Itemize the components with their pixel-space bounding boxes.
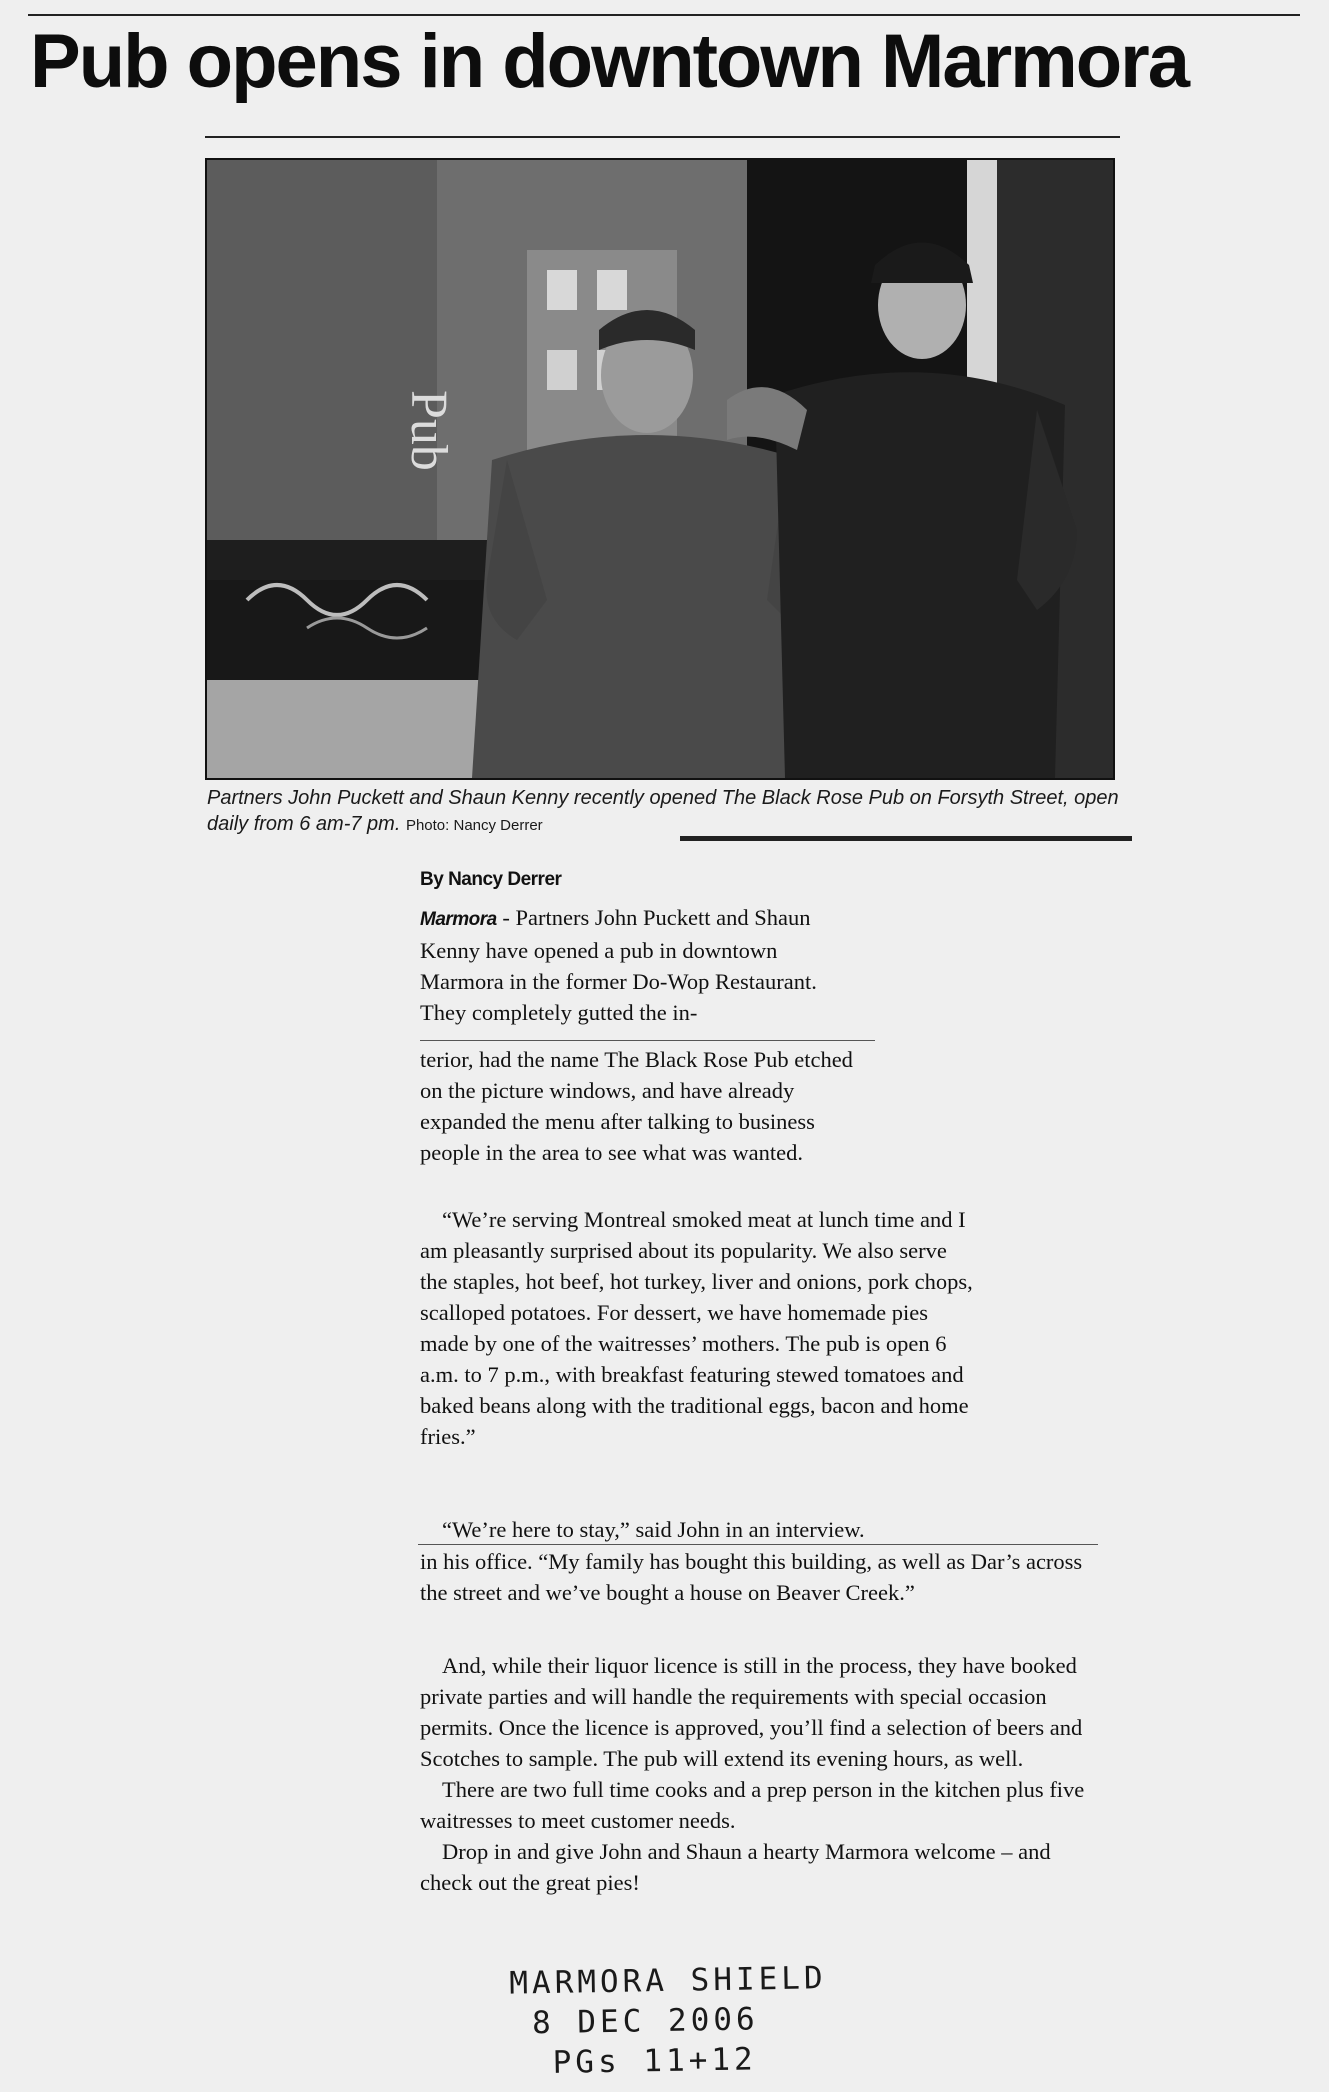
- column-rule: [418, 1544, 1098, 1545]
- handwritten-note: [509, 1956, 931, 2083]
- article-paragraph: And, while their liquor licence is still in the process, they have booked private parties and will handle the requirements with special occasion permits. Once the licence is approved, you’ll find a selection of beers and Scotches to sample. The pub will extend its evening hours, as well.: [420, 1653, 1083, 1771]
- headline-rule: [205, 136, 1120, 138]
- note-line: 8 DEC 2006: [531, 2001, 759, 2042]
- byline: By Nancy Derrer: [420, 869, 562, 890]
- article-paragraph: in his office. “My family has bought this building, as well as Dar’s across the street and we’ve bought a house on Beaver Creek.”: [420, 1549, 1083, 1605]
- photo-caption: [207, 785, 1127, 839]
- article-paragraph: “We’re here to stay,” said John in an interview.: [442, 1517, 865, 1542]
- column-rule: [420, 1040, 875, 1041]
- article-paragraph: [420, 902, 860, 1028]
- caption-text: Partners John Puckett and Shaun Kenny recently opened The Black Rose Pub on Forsyth Street, open daily from 6 am-7 pm.: [207, 787, 1119, 835]
- article-paragraph: Drop in and give John and Shaun a hearty Marmora welcome – and check out the great pies!: [420, 1839, 1051, 1895]
- article-paragraph: There are two full time cooks and a prep person in the kitchen plus five waitresses to meet customer needs.: [420, 1777, 1085, 1833]
- photo-credit: Photo: Nancy Derrer: [405, 817, 543, 834]
- article-photo: [205, 158, 1115, 780]
- article-body-continued: [420, 1650, 1092, 1898]
- note-line: PGs 11+12: [552, 2041, 757, 2081]
- window-lettering: Pub: [400, 390, 457, 471]
- dateline: Marmora: [420, 909, 497, 930]
- note-line: MARMORA SHIELD: [509, 1960, 827, 2002]
- article-paragraph: terior, had the name The Black Rose Pub etched on the picture windows, and have already expanded the menu after talking to business people in the area to see what was wanted.: [420, 1047, 853, 1165]
- article-paragraph: “We’re serving Montreal smoked meat at lunch time and I am pleasantly surprised about its popularity. We also serve the staples, hot beef, hot turkey, liver and onions, pork chops, scalloped potatoes. For dessert, we have homemade pies made by one of the waitresses’ mothers. The pub is open 6 a.m. to 7 p.m., with breakfast featuring stewed tomatoes and baked beans along with the traditional eggs, bacon and home fries.”: [420, 1207, 973, 1449]
- caption-rule: [680, 836, 1132, 841]
- paragraph-text: - Partners John Puckett and Shaun Kenny have opened a pub in downtown Marmora in the former Do-Wop Restaurant. They completely gutted the in-: [420, 905, 817, 1025]
- headline: Pub opens in downtown Marmora: [30, 19, 1188, 104]
